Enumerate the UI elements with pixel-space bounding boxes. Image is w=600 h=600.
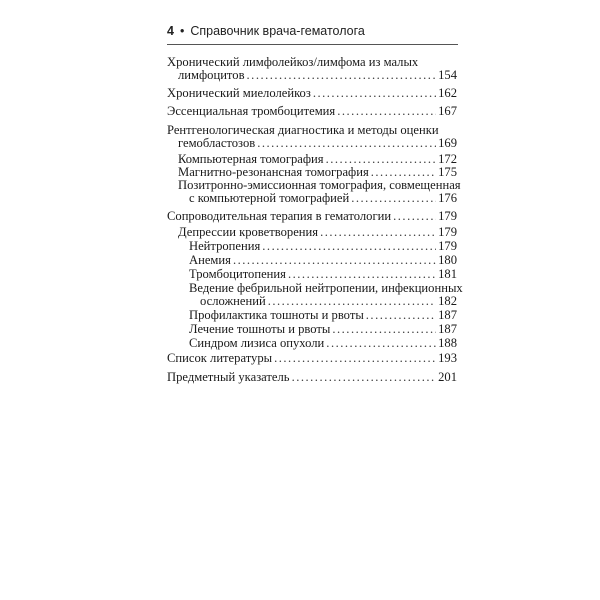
toc-leader-dots [332, 323, 436, 336]
toc-leader-dots [268, 295, 436, 308]
toc-entry[interactable] [167, 105, 457, 118]
toc-leader-dots [313, 87, 436, 100]
toc-leader-dots [366, 309, 436, 322]
toc-entry[interactable] [178, 226, 457, 239]
toc-page-number: 179 [438, 209, 457, 223]
toc-entry-text: Хронический лимфолейкоз/лимфома из малых [167, 55, 419, 69]
toc-leader-dots [326, 337, 436, 350]
toc-entry[interactable] [167, 210, 457, 223]
toc-entry[interactable] [178, 69, 457, 82]
toc-page-number: 162 [438, 86, 457, 100]
toc-entry-text: Рентгенологическая диагностика и методы оценки [167, 123, 439, 137]
toc-page-number: 193 [438, 351, 457, 365]
toc-page-number: 179 [438, 239, 457, 253]
toc-leader-dots [233, 254, 436, 267]
toc-entry-text: Синдром лизиса опухоли [189, 336, 325, 350]
toc-page-number: 182 [438, 294, 457, 308]
toc-leader-dots [257, 137, 436, 150]
toc-entry-text: Хронический миелолейкоз [167, 86, 311, 100]
toc-leader-dots [320, 226, 436, 239]
toc-entry-text: Лечение тошноты и рвоты [189, 322, 331, 336]
toc-entry-text: гемобластозов [178, 136, 256, 150]
toc-leader-dots [247, 69, 437, 82]
toc-page-number: 188 [438, 336, 457, 350]
toc-entry-text: Список литературы [167, 351, 273, 365]
toc-entry-text: Компьютерная томография [178, 152, 324, 166]
toc-entry-text: Сопроводительная терапия в гематологии [167, 209, 392, 223]
toc-entry-text: Позитронно-эмиссионная томография, совмещенная [178, 178, 461, 192]
toc-entry[interactable] [189, 254, 457, 267]
toc-leader-dots [262, 240, 436, 253]
toc-page-number: 181 [438, 267, 457, 281]
toc-leader-dots [274, 352, 436, 365]
toc-page-number: 175 [438, 165, 457, 179]
toc-page-number: 187 [438, 308, 457, 322]
toc-entry-text: Профилактика тошноты и рвоты [189, 308, 364, 322]
toc-page-number: 167 [438, 104, 457, 118]
toc-page-number: 201 [438, 370, 457, 384]
toc-page-number: 169 [438, 136, 457, 150]
toc-page-number: 176 [438, 191, 457, 205]
toc-entry[interactable] [189, 309, 457, 322]
toc-entry[interactable] [167, 352, 457, 365]
toc-leader-dots [337, 105, 436, 118]
toc-page-number: 180 [438, 253, 457, 267]
toc-entry-text: Тромбоцитопения [189, 267, 286, 281]
toc-entry-text: Анемия [189, 253, 231, 267]
toc-leader-dots [351, 192, 436, 205]
toc-leader-dots [292, 371, 437, 384]
toc-entry-text: осложнений [200, 294, 266, 308]
toc-page-number: 179 [438, 225, 457, 239]
toc-leader-dots [393, 210, 436, 223]
book-title: Справочник врача-гематолога [190, 24, 365, 38]
toc-entry-text: Нейтропения [189, 239, 261, 253]
toc-page-number: 154 [438, 68, 457, 82]
toc-entry[interactable] [189, 268, 457, 281]
toc-entry[interactable] [200, 295, 457, 308]
toc-entry[interactable] [189, 323, 457, 336]
toc-entry-text: Предметный указатель [167, 370, 290, 384]
toc-page-number: 187 [438, 322, 457, 336]
toc-entry-text: Магнитно-резонансная томография [178, 165, 369, 179]
toc-entry[interactable] [178, 137, 457, 150]
toc-page-number: 172 [438, 152, 457, 166]
toc-entry[interactable] [167, 371, 457, 384]
page-number: 4 [167, 24, 174, 38]
toc-leader-dots [288, 268, 436, 281]
toc-entry-text: с компьютерной томографией [189, 191, 350, 205]
running-head-bullet: • [179, 24, 185, 38]
toc-entry-text: Ведение фебрильной нейтропении, инфекционных [189, 281, 463, 295]
toc-entry-text: Эссенциальная тромбоцитемия [167, 104, 336, 118]
toc-entry-text: Депрессии кроветворения [178, 225, 319, 239]
toc-entry[interactable] [189, 337, 457, 350]
toc-entry[interactable] [189, 192, 457, 205]
toc-entry[interactable] [189, 240, 457, 253]
toc-entry-text: лимфоцитов [178, 68, 245, 82]
toc-entry[interactable] [167, 87, 457, 100]
